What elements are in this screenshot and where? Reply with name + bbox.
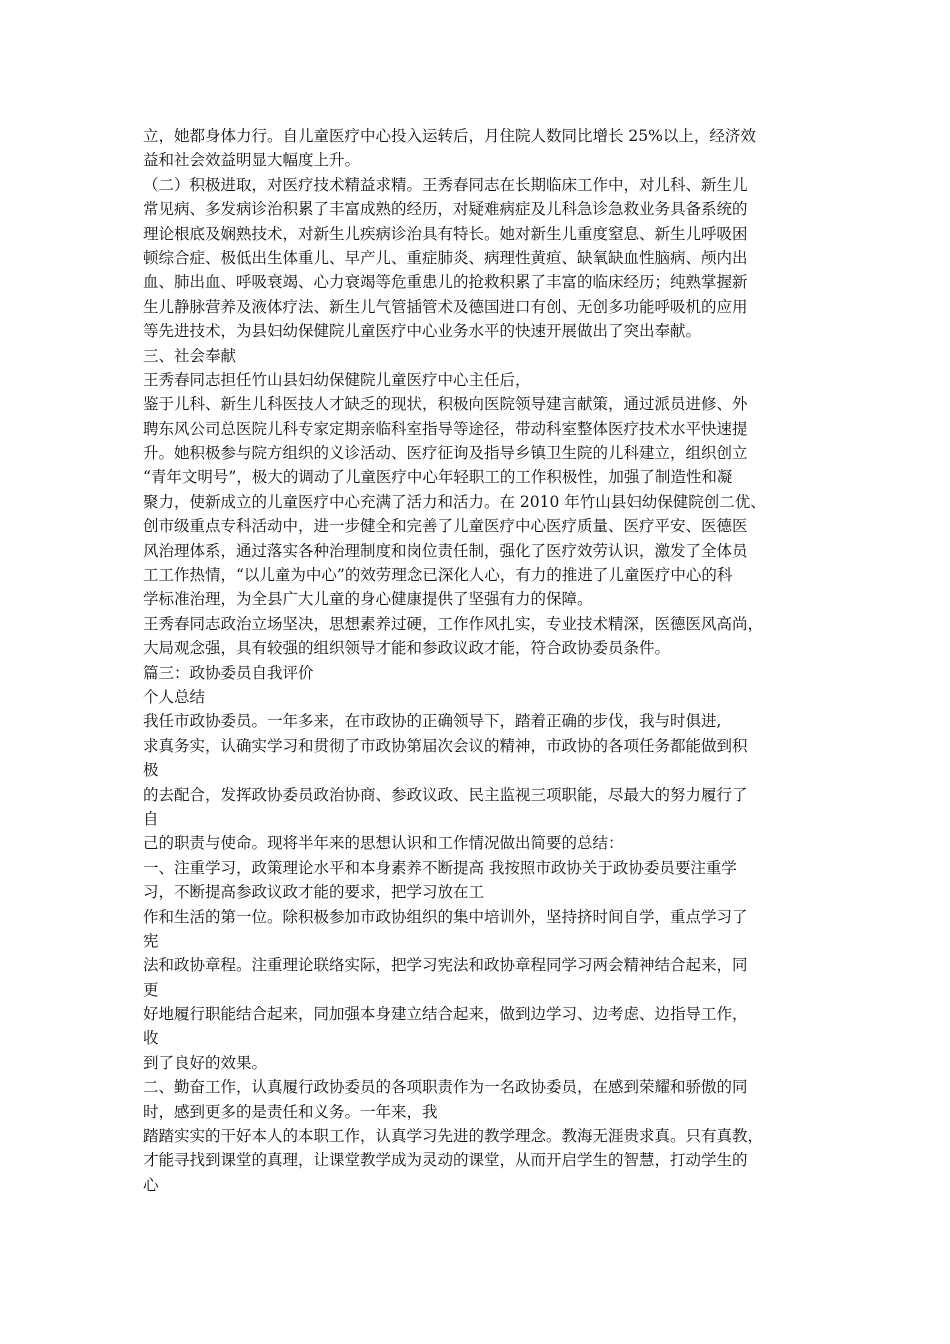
text-line: 升。她积极参与院方组织的义诊活动、医疗征询及指导乡镇卫生院的儿科建立，组织创立 xyxy=(143,444,748,463)
section-heading: 三、社会奉献 xyxy=(143,346,237,365)
text-line: 生儿静脉营养及液体疗法、新生儿气管插管术及德国进口有创、无创多功能呼吸机的应用 xyxy=(143,297,748,316)
text-line: 顿综合症、极低出生体重儿、早产儿、重症肺炎、病理性黄疸、缺氧缺血性脑病、颅内出 xyxy=(143,248,748,267)
text-line: 等先进技术，为县妇幼保健院儿童医疗中心业务水平的快速开展做出了突出奉献。 xyxy=(143,322,702,341)
text-line: 一、注重学习，政策理论水平和本身素养不断提高 我按照市政协关于政协委员要注重学 xyxy=(143,858,737,877)
text-line: 我任市政协委员。一年多来，在市政协的正确领导下，踏着正确的步伐，我与时俱进, xyxy=(143,712,722,731)
text-line: 更 xyxy=(143,980,159,999)
text-line: 聚力，使新成立的儿童医疗中心充满了活力和活力。在 2010 年竹山县妇幼保健院创二优、 xyxy=(143,492,766,511)
text-line: （二）积极进取，对医疗技术精益求精。王秀春同志在长期临床工作中，对儿科、新生儿 xyxy=(143,175,748,194)
text-line: 王秀春同志政治立场坚决，思想素养过硬，工作作风扎实，专业技术精深，医德医风高尚， xyxy=(143,614,764,633)
text-line: 极 xyxy=(143,761,159,780)
text-line: 自 xyxy=(143,809,159,828)
section-heading: 个人总结 xyxy=(143,687,206,706)
text-line: 创市级重点专科活动中，进一步健全和完善了儿童医疗中心医疗质量、医疗平安、医德医 xyxy=(143,517,748,536)
text-line: 宪 xyxy=(143,931,159,950)
text-line: 血、肺出血、呼吸衰竭、心力衰竭等危重患儿的抢救积累了丰富的临床经历；纯熟掌握新 xyxy=(143,273,748,292)
text-line: 好地履行职能结合起来，同加强本身建立结合起来，做到边学习、边考虑、边指导工作， xyxy=(143,1005,748,1024)
text-line: 到了良好的效果。 xyxy=(143,1053,268,1072)
text-line: 时，感到更多的是责任和义务。一年来，我 xyxy=(143,1102,438,1121)
text-line: 鉴于儿科、新生儿科医技人才缺乏的现状，积极向医院领导建言献策，通过派员进修、外 xyxy=(143,395,748,414)
text-line: 风治理体系，通过落实各种治理制度和岗位责任制，强化了医疗效劳认识，激发了全体员 xyxy=(143,541,748,560)
text-line: 心 xyxy=(143,1175,159,1194)
text-line: 己的职责与使命。现将半年来的思想认识和工作情况做出简要的总结： xyxy=(143,834,624,853)
document-page xyxy=(143,124,815,1197)
text-line: 聘东风公司总医院儿科专家定期亲临科室指导等途径，带动科室整体医疗技术水平快速提 xyxy=(143,419,748,438)
text-line: 王秀春同志担任竹山县妇幼保健院儿童医疗中心主任后， xyxy=(143,370,531,389)
article-title: 篇三：政协委员自我评价 xyxy=(143,663,314,682)
text-line: 才能寻找到课堂的真理，让课堂教学成为灵动的课堂，从而开启学生的智慧，打动学生的 xyxy=(143,1151,748,1170)
text-line: 习，不断提高参政议政才能的要求，把学习放在工 xyxy=(143,883,485,902)
text-line: 理论根底及娴熟技术，对新生儿疾病诊治具有特长。她对新生儿重度窒息、新生儿呼吸困 xyxy=(143,224,748,243)
text-line: 作和生活的第一位。除积极参加市政协组织的集中培训外，坚持挤时间自学，重点学习了 xyxy=(143,907,748,926)
text-line: 的去配合，发挥政协委员政治协商、参政议政、民主监视三项职能，尽最大的努力履行了 xyxy=(143,785,748,804)
text-line: 立，她都身体力行。自儿童医疗中心投入运转后，月住院人数同比增长 25%以上，经济效 xyxy=(143,127,756,145)
text-line: 大局观念强，具有较强的组织领导才能和参政议政才能，符合政协委员条件。 xyxy=(143,639,671,658)
text-line: “青年文明号”，极大的调动了儿童医疗中心年轻职工的工作积极性，加强了制造性和凝 xyxy=(143,468,733,487)
text-line: 工工作热情，“以儿童为中心”的效劳理念已深化人心，有力的推进了儿童医疗中心的科 xyxy=(143,566,733,585)
text-line: 踏踏实实的干好本人的本职工作，认真学习先进的教学理念。教海无涯贵求真。只有真教， xyxy=(143,1127,764,1146)
text-line: 益和社会效益明显大幅度上升。 xyxy=(143,151,361,170)
text-line: 法和政协章程。注重理论联络实际，把学习宪法和政协章程同学习两会精神结合起来，同 xyxy=(143,956,748,975)
text-line: 常见病、多发病诊治积累了丰富成熟的经历，对疑难病症及儿科急诊急救业务具备系统的 xyxy=(143,200,748,219)
text-line: 学标准治理，为全县广大儿童的身心健康提供了坚强有力的保障。 xyxy=(143,590,593,609)
text-line: 收 xyxy=(143,1029,159,1048)
text-line: 二、勤奋工作，认真履行政协委员的各项职责作为一名政协委员，在感到荣耀和骄傲的同 xyxy=(143,1078,748,1097)
text-line: 求真务实，认确实学习和贯彻了市政协第届次会议的精神，市政协的各项任务都能做到积 xyxy=(143,736,748,755)
